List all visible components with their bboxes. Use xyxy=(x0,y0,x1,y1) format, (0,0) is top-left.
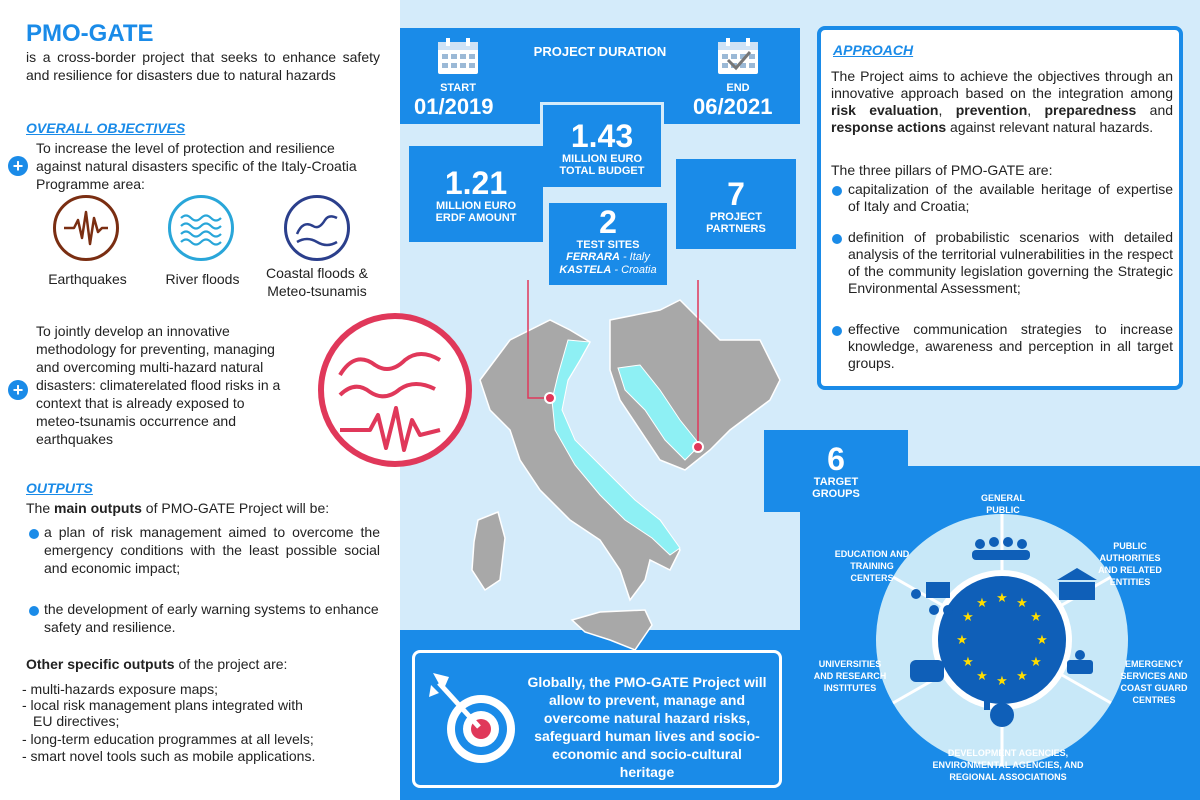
svg-text:★: ★ xyxy=(962,655,974,670)
svg-text:★: ★ xyxy=(1030,610,1042,625)
site-kastela: KASTELA - Croatia xyxy=(559,264,657,276)
page-title: PMO-GATE xyxy=(26,20,154,47)
start-label: START xyxy=(440,82,476,94)
sicily-shape xyxy=(572,610,652,650)
other-output-item: - local risk management plans integrated with xyxy=(22,697,303,713)
hazard-label-coastal-floods: Coastal floods & Meteo-tsunamis xyxy=(266,265,368,299)
svg-text:★: ★ xyxy=(1016,596,1028,611)
other-output-item: EU directives; xyxy=(33,713,120,729)
bullet-icon xyxy=(29,606,39,616)
sardinia-shape xyxy=(472,512,505,590)
total-budget-box xyxy=(540,102,664,190)
approach-box xyxy=(817,26,1183,390)
pillar-2: definition of probabilistic scenarios with detailed analysis of the territorial vulnerabilities in the respect of the community legislation governing the Strategic Environmental Assessment; xyxy=(848,229,1173,296)
svg-text:★: ★ xyxy=(1016,669,1028,684)
svg-text:★: ★ xyxy=(976,596,988,611)
coastal-flood-icon xyxy=(284,195,350,261)
other-output-item: - smart novel tools such as mobile applications. xyxy=(22,748,316,764)
bullet-icon xyxy=(29,529,39,539)
globally-box xyxy=(412,650,782,788)
hazard-label-earthquakes: Earthquakes xyxy=(48,271,127,287)
subtitle: is a cross-border project that seeks to enhance safety and resilience for disasters due to natural hazards xyxy=(26,49,380,83)
earthquake-icon xyxy=(53,195,119,261)
other-outputs-intro: Other specific outputs of the project are: xyxy=(26,656,288,672)
approach-heading: APPROACH xyxy=(833,42,914,58)
calendar-end-icon xyxy=(716,36,760,76)
budget-value: 1.43 xyxy=(570,118,634,154)
svg-text:★: ★ xyxy=(996,674,1008,689)
objective-2: To jointly develop an innovative methodology for preventing, managing and overcoming multi-hazard natural disasters: climaterelated flood risks in a context that is already exposed to meteo-tsunamis occurrence and earthquakes xyxy=(36,323,281,447)
other-output-item: - long-term education programmes at all levels; xyxy=(22,731,314,747)
outputs-heading: OUTPUTS xyxy=(26,480,93,496)
partners-caption-1: PROJECT xyxy=(710,211,762,223)
sites-caption: TEST SITES xyxy=(576,239,640,251)
duration-label: PROJECT DURATION xyxy=(533,44,667,59)
svg-text:★: ★ xyxy=(962,610,974,625)
target-group-development-agencies: DEVELOPMENT AGENCIES, ENVIRONMENTAL AGENCIES, AND REGIONAL ASSOCIATIONS xyxy=(932,748,1084,782)
erdf-caption-1: MILLION EURO xyxy=(435,200,517,212)
target-group-education: EDUCATION AND TRAINING CENTERS xyxy=(834,549,910,583)
target-group-emergency: EMERGENCY SERVICES AND COAST GUARD CENTRES xyxy=(1120,659,1188,705)
site-ferrara: FERRARA - Italy xyxy=(566,251,650,263)
bullet-icon xyxy=(832,234,842,244)
partners-value: 7 xyxy=(727,176,745,212)
sites-value: 2 xyxy=(599,204,617,240)
pillar-3: effective communication strategies to increase knowledge, awareness and perception in all target groups. xyxy=(848,321,1173,371)
erdf-value: 1.21 xyxy=(444,165,508,201)
calendar-start-icon xyxy=(436,36,480,76)
budget-caption-2: TOTAL BUDGET xyxy=(559,165,645,177)
objectives-heading: OVERALL OBJECTIVES xyxy=(26,120,186,136)
target-group-general-public: GENERAL PUBLIC xyxy=(980,493,1025,515)
svg-text:★: ★ xyxy=(996,591,1008,606)
bullet-icon xyxy=(832,186,842,196)
river-flood-icon xyxy=(168,195,234,261)
main-output-1: a plan of risk management aimed to overcome the emergency conditions with the least possible social and economic impact; xyxy=(44,524,380,576)
approach-paragraph: The Project aims to achieve the objectives through an innovative approach based on the integration among risk evaluation, prevention, preparedness and response actions against relevant natural hazards. xyxy=(831,68,1174,135)
svg-text:★: ★ xyxy=(956,633,968,648)
end-date: 06/2021 xyxy=(693,94,773,119)
outputs-intro: The main outputs of PMO-GATE Project will be: xyxy=(26,500,330,516)
partners-caption-2: PARTNERS xyxy=(706,223,766,235)
pillars-intro: The three pillars of PMO-GATE are: xyxy=(831,162,1053,178)
erdf-caption-2: ERDF AMOUNT xyxy=(435,212,517,224)
groups-value: 6 xyxy=(827,441,845,477)
target-group-public-authorities: PUBLIC AUTHORITIES AND RELATED ENTITIES xyxy=(1098,541,1162,587)
end-label: END xyxy=(726,82,750,94)
start-date: 01/2019 xyxy=(414,94,494,119)
bullet-icon xyxy=(832,326,842,336)
ferrara-marker xyxy=(545,393,555,403)
main-output-2: the development of early warning systems to enhance safety and resilience. xyxy=(44,601,379,635)
universities-icon xyxy=(910,660,944,682)
hazard-label-river-floods: River floods xyxy=(165,271,240,287)
partners-box xyxy=(676,159,796,249)
groups-caption-2: GROUPS xyxy=(812,488,860,500)
erdf-box xyxy=(409,146,543,242)
kastela-marker xyxy=(693,442,703,452)
test-sites-box xyxy=(546,200,670,288)
globally-statement: Globally, the PMO-GATE Project will allow to prevent, manage and overcome natural hazard risks, safeguard human lives and socio-economic and socio-cultural heritage xyxy=(527,674,767,780)
svg-text:★: ★ xyxy=(1030,655,1042,670)
other-output-item: - multi-hazards exposure maps; xyxy=(22,681,219,697)
plus-icon: + xyxy=(8,156,28,176)
svg-text:★: ★ xyxy=(1036,633,1048,648)
objective-1: To increase the level of protection and resilience against natural disasters specific of the Italy-Croatia Programme area: xyxy=(36,140,357,192)
target-group-universities: UNIVERSITIES AND RESEARCH INSTITUTES xyxy=(813,659,887,693)
target-groups-box xyxy=(764,430,908,512)
pillar-1: capitalization of the available heritage of expertise of Italy and Croatia; xyxy=(848,181,1173,214)
target-arrow-icon xyxy=(429,669,521,769)
groups-caption-1: TARGET xyxy=(813,476,859,488)
italy-croatia-map xyxy=(300,280,820,680)
svg-text:★: ★ xyxy=(976,669,988,684)
plus-icon: + xyxy=(8,380,28,400)
budget-caption-1: MILLION EURO xyxy=(561,153,643,165)
